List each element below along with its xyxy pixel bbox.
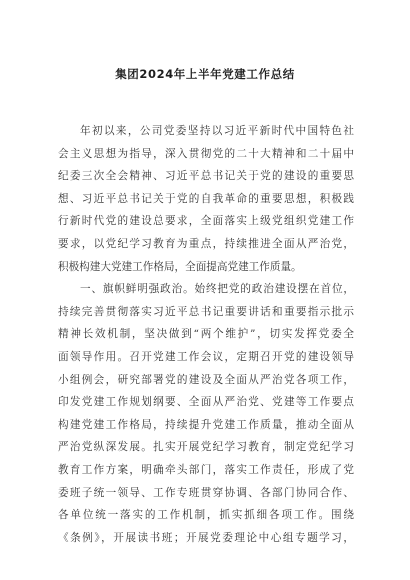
paragraph-intro xyxy=(58,120,354,278)
text-line: 委班子统一领导、工作专班贯穿协调、各部门协同合作、 xyxy=(58,486,354,499)
text-line: 行新时代党的建设总要求，全面落实上级党组织党建工作 xyxy=(58,215,354,228)
text-line: 小组例会，研究部署党的建设及全面从严治党各项工作， xyxy=(58,373,354,386)
text-line: 要求，以党纪学习教育为重点，持续推进全面从严治党， xyxy=(58,237,354,250)
text-line: 年初以来，公司党委坚持以习近平新时代中国特色社 xyxy=(80,125,354,137)
text-line: 精神长效机制，坚决做到“两个维护”，切实发挥党委全 xyxy=(58,328,354,341)
text-line: 一、旗帜鲜明强政治。始终把党的政治建设摆在首位， xyxy=(80,283,354,296)
text-line: 构建党建工作格局，持续提升党建工作质量，推动全面从 xyxy=(58,418,354,431)
document-title: 集团2024年上半年党建工作总结 xyxy=(115,67,295,81)
text-line: 持续完善贯彻落实习近平总书记重要讲话和重要指示批示 xyxy=(58,305,354,318)
text-line: 面领导作用。召开党建工作会议，定期召开党的建设领导 xyxy=(58,350,354,363)
text-line: 想、习近平总书记关于党的自我革命的重要思想，积极践 xyxy=(58,192,354,205)
document-body xyxy=(58,120,354,549)
text-line: 积极构建大党建工作格局，全面提高党建工作质量。 xyxy=(58,260,302,273)
text-line: 会主义思想为指导，深入贯彻党的二十大精神和二十届中 xyxy=(58,147,354,160)
text-line: 教育工作方案，明确牵头部门，落实工作责任，形成了党 xyxy=(58,463,354,476)
text-line: 严治党纵深发展。扎实开展党纪学习教育，制定党纪学习 xyxy=(58,441,354,454)
text-line: 印发党建工作规划纲要、全面从严治党、党建等工作要点 xyxy=(58,396,354,409)
text-line: 各单位统一落实的工作机制，抓实抓细各项工作。围绕 xyxy=(58,509,354,522)
paragraph-section-1 xyxy=(58,278,354,549)
text-line: 纪委三次全会精神、习近平总书记关于党的建设的重要思 xyxy=(58,170,354,183)
text-line: 《条例》，开展读书班；开展党委理论中心组专题学习， xyxy=(58,531,354,544)
